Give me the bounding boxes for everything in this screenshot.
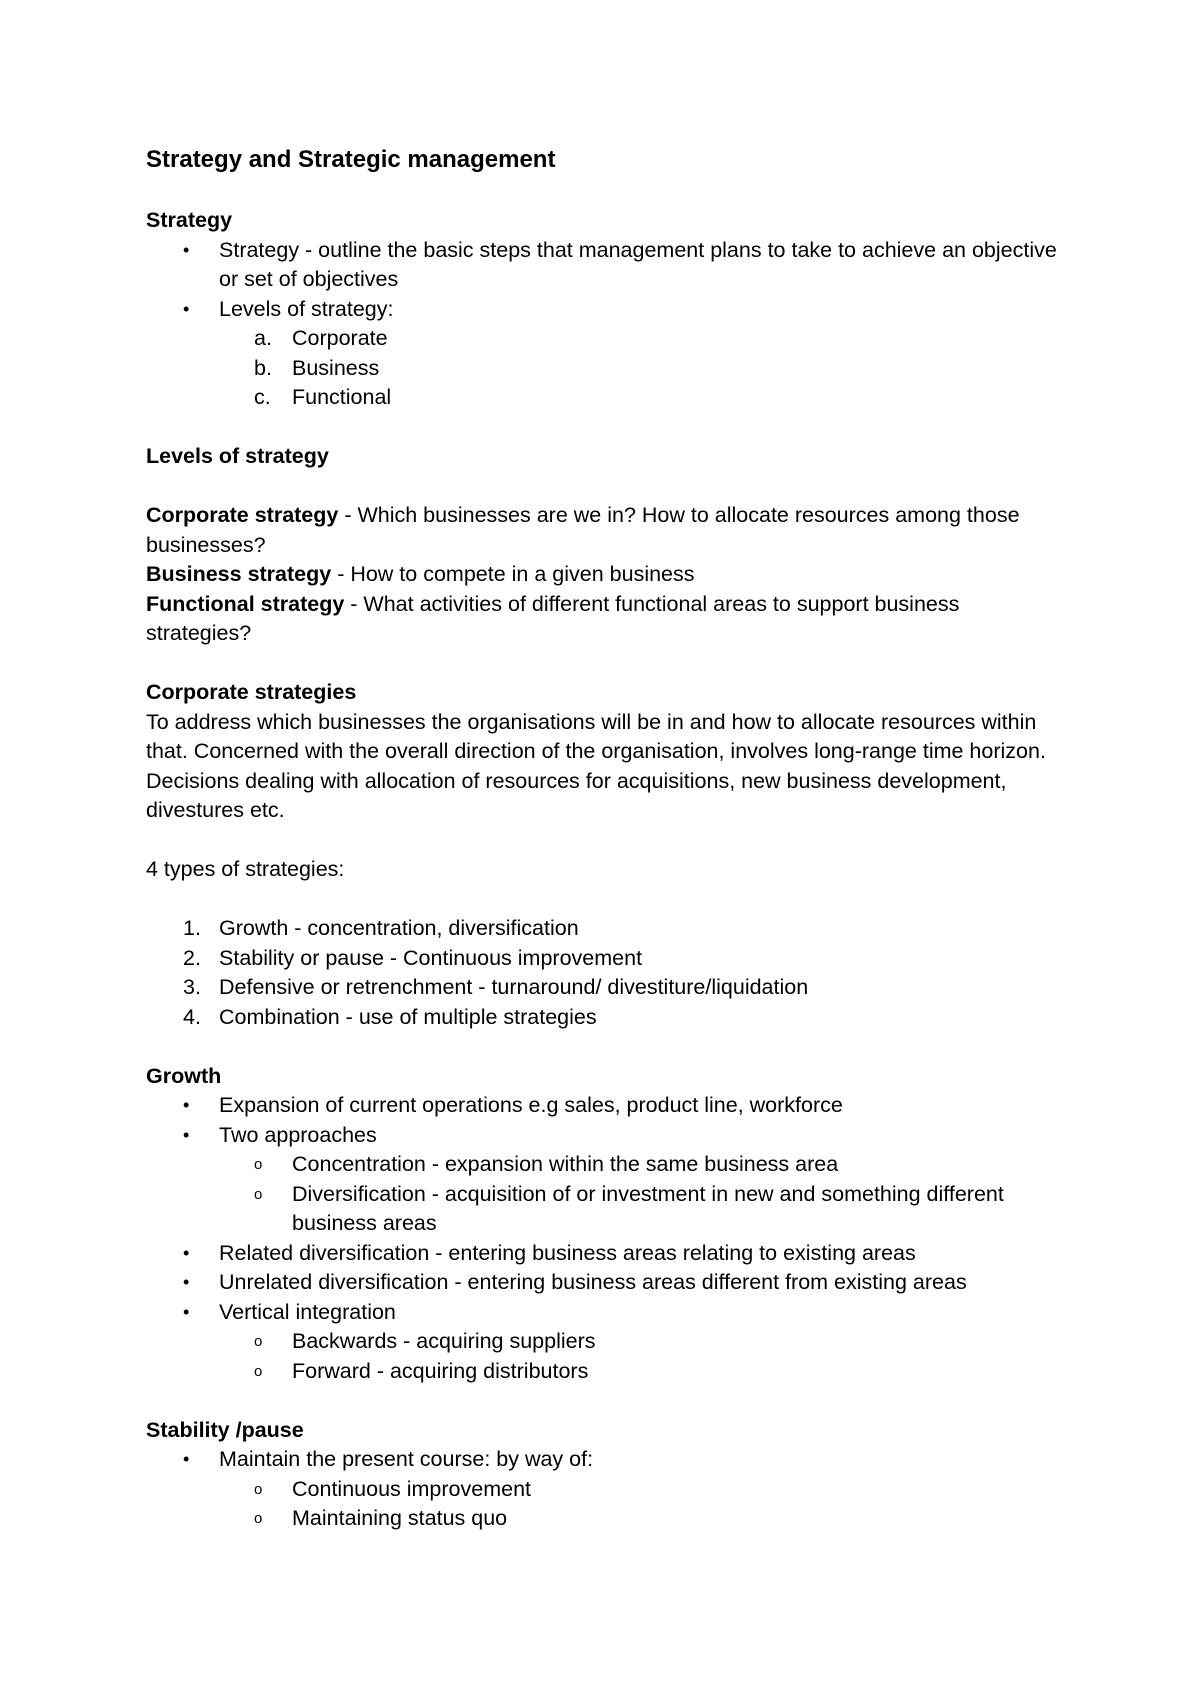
strategy-bullets [146, 236, 1066, 325]
circle-bullet-icon: o [254, 1510, 263, 1527]
page-title: Strategy and Strategic management [146, 146, 556, 173]
section-heading-stability: Stability /pause [146, 1417, 304, 1442]
list-marker: 2. [183, 945, 201, 970]
list-item: 4. Combination - use of multiple strategies [146, 1003, 1066, 1033]
corporate-paragraph: To address which businesses the organisations will be in and how to allocate resources within that. Concerned with the overall direction of the organisation, involves long-range time horizon. Decisions dealing with allocation of resources for acquisitions, new business development, divestures etc. [146, 709, 1046, 822]
list-marker: 4. [183, 1004, 201, 1029]
definition-term: Functional strategy [146, 591, 345, 616]
list-item: 1. Growth - concentration, diversification [146, 914, 1066, 944]
strategy-types-list [146, 914, 1066, 1032]
section-heading-growth: Growth [146, 1063, 222, 1088]
document-page [146, 144, 1066, 1534]
list-marker: 3. [183, 975, 201, 999]
bullet-icon: • [183, 1095, 190, 1115]
bullet-icon: • [183, 1449, 190, 1469]
bullet-icon: • [183, 239, 190, 260]
definition-term: Business strategy [146, 562, 332, 586]
section-heading-corporate: Corporate strategies [146, 680, 357, 704]
circle-bullet-icon: o [254, 1362, 263, 1380]
bullet-icon: • [183, 1124, 190, 1145]
bullet-icon: • [183, 298, 190, 319]
definition-term: Corporate strategy [146, 503, 339, 527]
bullet-icon: • [183, 1272, 190, 1292]
list-item: c. Functional [146, 383, 1066, 413]
list-marker: c. [254, 385, 271, 409]
list-item: o Maintaining status quo [146, 1504, 1066, 1534]
types-intro: 4 types of strategies: [146, 857, 345, 881]
list-item: 3. Defensive or retrenchment - turnaround/ divestiture/liquidation [146, 973, 1066, 1003]
definition-business: Business strategy - How to compete in a given business [146, 562, 695, 586]
list-item: • Maintain the present course: by way of: [146, 1445, 1066, 1475]
bullet-icon: • [183, 1301, 190, 1322]
circle-bullet-icon: o [254, 1333, 263, 1350]
list-item: • Unrelated diversification - entering business areas different from existing areas [146, 1268, 1066, 1298]
list-item: o Diversification - acquisition of or investment in new and something different business areas [254, 1181, 1004, 1235]
circle-bullet-icon: o [254, 1480, 263, 1498]
list-marker: b. [254, 355, 272, 380]
list-item: • Vertical integration [146, 1298, 1066, 1328]
list-marker: a. [254, 326, 272, 350]
list-item: 2. Stability or pause - Continuous improvement [146, 944, 1066, 974]
list-item: o Backwards - acquiring suppliers [146, 1327, 1066, 1357]
list-item: o Concentration - expansion within the same business area [146, 1150, 1066, 1180]
list-item: • Related diversification - entering business areas relating to existing areas [146, 1239, 1066, 1269]
growth-bullets [146, 1091, 1066, 1386]
strategy-levels-list [146, 324, 1066, 413]
list-item: o Continuous improvement [146, 1475, 1066, 1505]
definition-corporate: Corporate strategy - Which businesses are we in? How to allocate resources among those businesses? [146, 503, 1020, 557]
definition-functional: Functional strategy - What activities of different functional areas to support business strategies? [146, 591, 960, 645]
stability-bullets [146, 1445, 1066, 1534]
list-item: • Expansion of current operations e.g sales, product line, workforce [146, 1091, 1066, 1121]
list-item: • Levels of strategy: [146, 295, 1066, 325]
circle-bullet-icon: o [254, 1156, 263, 1173]
list-item: • Two approaches [146, 1121, 1066, 1151]
list-marker: 1. [183, 916, 201, 940]
list-item: • Strategy - outline the basic steps that management plans to take to achieve an objective or set of objectives [183, 237, 1057, 291]
section-heading-levels: Levels of strategy [146, 444, 329, 468]
list-item: o Forward - acquiring distributors [146, 1357, 1066, 1387]
list-item: b. Business [146, 354, 1066, 384]
section-heading-strategy: Strategy [146, 208, 233, 232]
bullet-icon: • [183, 1242, 190, 1263]
list-item: a. Corporate [146, 324, 1066, 354]
circle-bullet-icon: o [254, 1185, 263, 1203]
